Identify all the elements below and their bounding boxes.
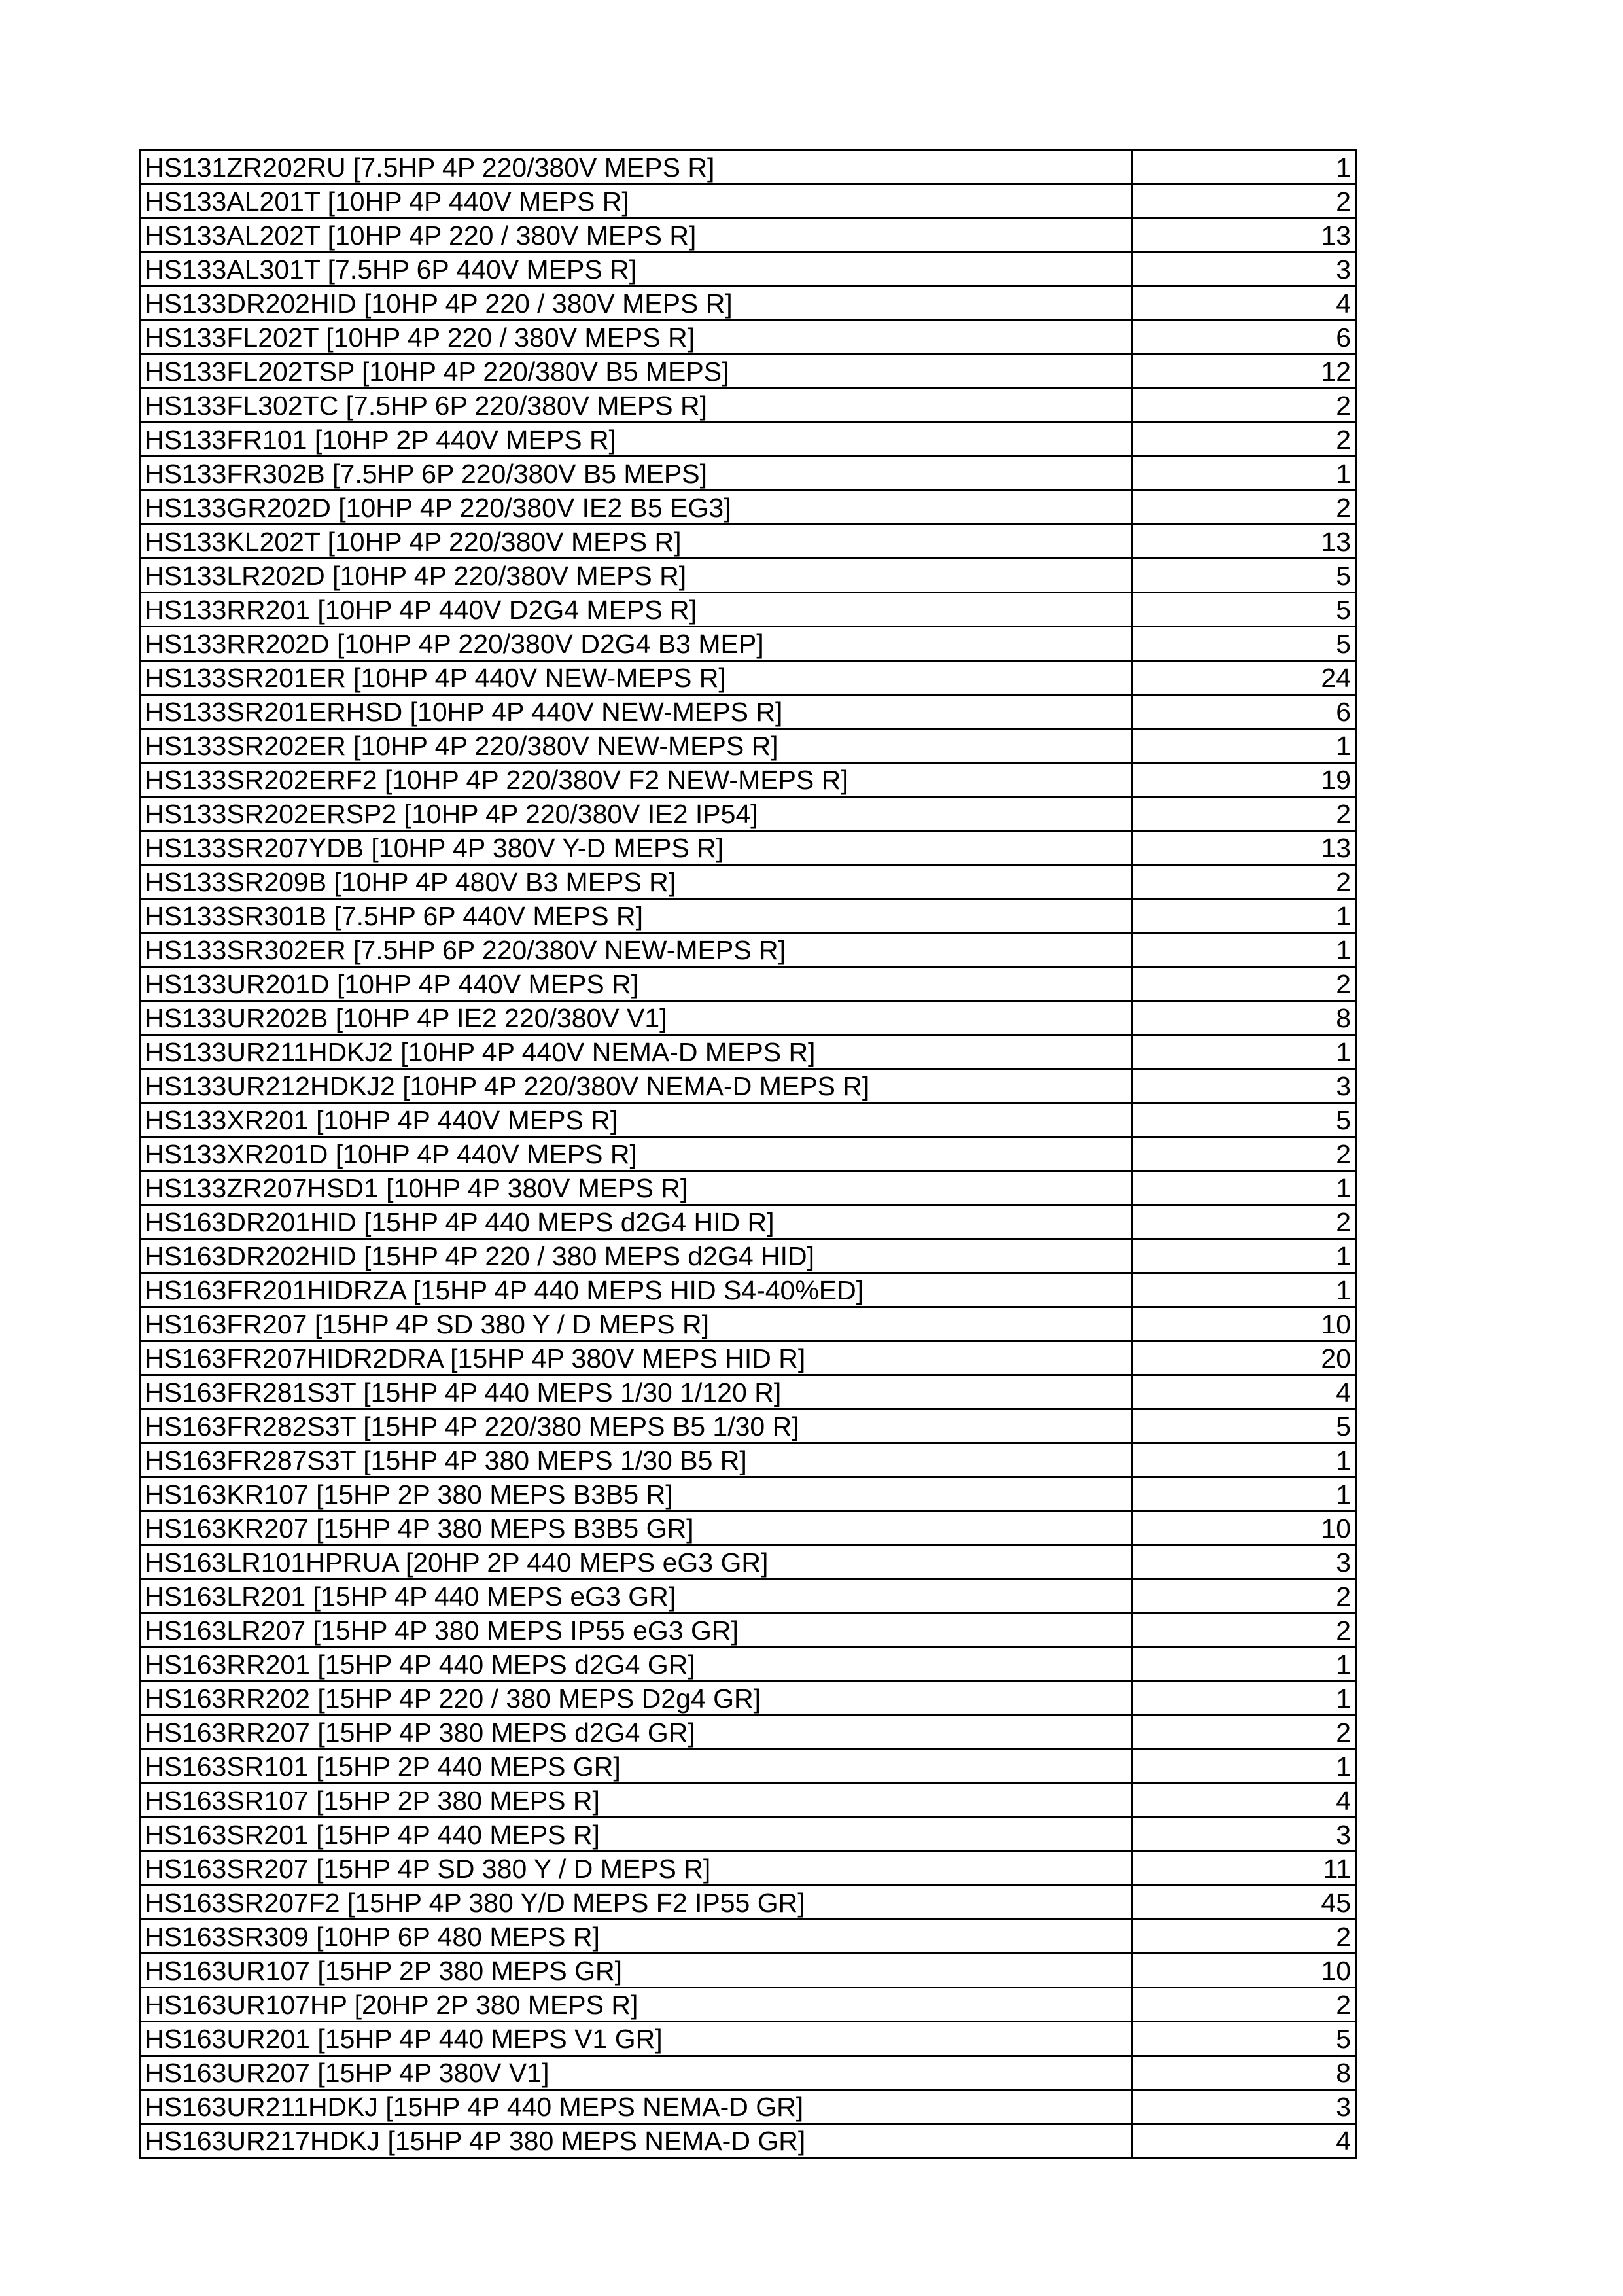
table-row <box>140 1886 1356 1920</box>
table-row <box>140 1341 1356 1375</box>
item-quantity-cell: 4 <box>1132 2124 1356 2158</box>
table-row <box>140 1988 1356 2022</box>
table-row <box>140 1103 1356 1137</box>
table-row <box>140 1852 1356 1886</box>
item-description-cell: HS133SR202ER [10HP 4P 220/380V NEW-MEPS R] <box>140 729 1132 763</box>
table-row <box>140 1545 1356 1580</box>
table-row <box>140 729 1356 763</box>
item-quantity-cell: 2 <box>1132 423 1356 457</box>
table-row <box>140 1920 1356 1954</box>
item-quantity-cell: 5 <box>1132 627 1356 661</box>
item-description-cell: HS133ZR207HSD1 [10HP 4P 380V MEPS R] <box>140 1171 1132 1205</box>
table-row <box>140 287 1356 321</box>
item-quantity-cell: 5 <box>1132 2022 1356 2056</box>
table-row <box>140 1409 1356 1443</box>
item-description-cell: HS163UR217HDKJ [15HP 4P 380 MEPS NEMA-D GR] <box>140 2124 1132 2158</box>
item-quantity-cell: 2 <box>1132 967 1356 1001</box>
item-description-cell: HS163SR309 [10HP 6P 480 MEPS R] <box>140 1920 1132 1954</box>
table-row <box>140 2022 1356 2056</box>
item-quantity-cell: 20 <box>1132 1341 1356 1375</box>
item-description-cell: HS133AL202T [10HP 4P 220 / 380V MEPS R] <box>140 219 1132 253</box>
table-row <box>140 423 1356 457</box>
table-row <box>140 525 1356 559</box>
item-quantity-cell: 2 <box>1132 797 1356 831</box>
item-description-cell: HS133SR202ERSP2 [10HP 4P 220/380V IE2 IP54] <box>140 797 1132 831</box>
table-row <box>140 967 1356 1001</box>
item-quantity-cell: 3 <box>1132 1818 1356 1852</box>
item-description-cell: HS133AL201T [10HP 4P 440V MEPS R] <box>140 185 1132 219</box>
item-description-cell: HS163UR211HDKJ [15HP 4P 440 MEPS NEMA-D GR] <box>140 2090 1132 2124</box>
table-row <box>140 1069 1356 1103</box>
item-description-cell: HS133SR202ERF2 [10HP 4P 220/380V F2 NEW-MEPS R] <box>140 763 1132 797</box>
table-row <box>140 2090 1356 2124</box>
table-row <box>140 1580 1356 1614</box>
item-quantity-cell: 3 <box>1132 1545 1356 1580</box>
item-quantity-cell: 10 <box>1132 1954 1356 1988</box>
table-row <box>140 831 1356 865</box>
item-quantity-cell: 3 <box>1132 1069 1356 1103</box>
table-row <box>140 1954 1356 1988</box>
item-quantity-cell: 2 <box>1132 1614 1356 1648</box>
table-row <box>140 865 1356 899</box>
item-quantity-cell: 2 <box>1132 1988 1356 2022</box>
item-quantity-cell: 2 <box>1132 865 1356 899</box>
item-description-cell: HS163SR101 [15HP 2P 440 MEPS GR] <box>140 1750 1132 1784</box>
table-row <box>140 1716 1356 1750</box>
item-quantity-cell: 2 <box>1132 185 1356 219</box>
item-quantity-cell: 2 <box>1132 1137 1356 1171</box>
table-row <box>140 2124 1356 2158</box>
item-quantity-cell: 1 <box>1132 899 1356 933</box>
item-quantity-cell: 11 <box>1132 1852 1356 1886</box>
item-description-cell: HS133DR202HID [10HP 4P 220 / 380V MEPS R] <box>140 287 1132 321</box>
table-row <box>140 1477 1356 1511</box>
item-quantity-cell: 12 <box>1132 355 1356 389</box>
item-quantity-cell: 45 <box>1132 1886 1356 1920</box>
table-row <box>140 593 1356 627</box>
item-quantity-cell: 5 <box>1132 559 1356 593</box>
item-description-cell: HS163FR287S3T [15HP 4P 380 MEPS 1/30 B5 R] <box>140 1443 1132 1477</box>
table-row <box>140 1205 1356 1239</box>
item-quantity-cell: 13 <box>1132 525 1356 559</box>
table-row <box>140 1273 1356 1307</box>
table-row <box>140 253 1356 287</box>
table-row <box>140 1307 1356 1341</box>
item-description-cell: HS133UR201D [10HP 4P 440V MEPS R] <box>140 967 1132 1001</box>
table-row <box>140 491 1356 525</box>
table-row <box>140 457 1356 491</box>
table-row <box>140 219 1356 253</box>
item-quantity-cell: 13 <box>1132 219 1356 253</box>
item-quantity-cell: 4 <box>1132 1784 1356 1818</box>
item-description-cell: HS133SR301B [7.5HP 6P 440V MEPS R] <box>140 899 1132 933</box>
item-quantity-cell: 8 <box>1132 1001 1356 1035</box>
item-quantity-cell: 4 <box>1132 1375 1356 1409</box>
item-description-cell: HS133SR209B [10HP 4P 480V B3 MEPS R] <box>140 865 1132 899</box>
table-row <box>140 321 1356 355</box>
table-row <box>140 1784 1356 1818</box>
table-row <box>140 1171 1356 1205</box>
item-quantity-cell: 1 <box>1132 1171 1356 1205</box>
table-row <box>140 150 1356 185</box>
table-row <box>140 1750 1356 1784</box>
table-row <box>140 2056 1356 2090</box>
item-quantity-cell: 1 <box>1132 457 1356 491</box>
item-description-cell: HS133SR201ER [10HP 4P 440V NEW-MEPS R] <box>140 661 1132 695</box>
item-quantity-cell: 4 <box>1132 287 1356 321</box>
item-description-cell: HS133XR201 [10HP 4P 440V MEPS R] <box>140 1103 1132 1137</box>
item-quantity-cell: 1 <box>1132 1273 1356 1307</box>
item-description-cell: HS163FR207HIDR2DRA [15HP 4P 380V MEPS HID R] <box>140 1341 1132 1375</box>
item-quantity-cell: 1 <box>1132 1648 1356 1682</box>
table-row <box>140 1239 1356 1273</box>
item-quantity-cell: 1 <box>1132 1035 1356 1069</box>
item-quantity-cell: 19 <box>1132 763 1356 797</box>
table-row <box>140 1511 1356 1545</box>
table-row <box>140 1375 1356 1409</box>
table-row <box>140 763 1356 797</box>
item-description-cell: HS133LR202D [10HP 4P 220/380V MEPS R] <box>140 559 1132 593</box>
item-quantity-cell: 2 <box>1132 491 1356 525</box>
item-description-cell: HS163SR107 [15HP 2P 380 MEPS R] <box>140 1784 1132 1818</box>
item-description-cell: HS163LR207 [15HP 4P 380 MEPS IP55 eG3 GR] <box>140 1614 1132 1648</box>
item-description-cell: HS163LR101HPRUA [20HP 2P 440 MEPS eG3 GR] <box>140 1545 1132 1580</box>
item-description-cell: HS133FL302TC [7.5HP 6P 220/380V MEPS R] <box>140 389 1132 423</box>
item-description-cell: HS133KL202T [10HP 4P 220/380V MEPS R] <box>140 525 1132 559</box>
item-quantity-cell: 13 <box>1132 831 1356 865</box>
item-description-cell: HS163SR201 [15HP 4P 440 MEPS R] <box>140 1818 1132 1852</box>
item-description-cell: HS133GR202D [10HP 4P 220/380V IE2 B5 EG3] <box>140 491 1132 525</box>
item-quantity-cell: 1 <box>1132 1682 1356 1716</box>
item-description-cell: HS133RR202D [10HP 4P 220/380V D2G4 B3 MEP] <box>140 627 1132 661</box>
table-row <box>140 1818 1356 1852</box>
item-description-cell: HS163FR281S3T [15HP 4P 440 MEPS 1/30 1/120 R] <box>140 1375 1132 1409</box>
item-quantity-cell: 1 <box>1132 1477 1356 1511</box>
item-quantity-cell: 2 <box>1132 1205 1356 1239</box>
item-description-cell: HS133FL202TSP [10HP 4P 220/380V B5 MEPS] <box>140 355 1132 389</box>
item-description-cell: HS133SR302ER [7.5HP 6P 220/380V NEW-MEPS R] <box>140 933 1132 967</box>
item-quantity-cell: 3 <box>1132 253 1356 287</box>
item-description-cell: HS133UR212HDKJ2 [10HP 4P 220/380V NEMA-D MEPS R] <box>140 1069 1132 1103</box>
item-quantity-cell: 1 <box>1132 1750 1356 1784</box>
item-quantity-cell: 2 <box>1132 389 1356 423</box>
item-quantity-cell: 2 <box>1132 1716 1356 1750</box>
table-row <box>140 1443 1356 1477</box>
item-quantity-cell: 10 <box>1132 1307 1356 1341</box>
item-description-cell: HS163KR207 [15HP 4P 380 MEPS B3B5 GR] <box>140 1511 1132 1545</box>
table-row <box>140 1001 1356 1035</box>
item-description-cell: HS133FL202T [10HP 4P 220 / 380V MEPS R] <box>140 321 1132 355</box>
item-description-cell: HS163SR207F2 [15HP 4P 380 Y/D MEPS F2 IP55 GR] <box>140 1886 1132 1920</box>
item-quantity-cell: 24 <box>1132 661 1356 695</box>
item-description-cell: HS163DR202HID [15HP 4P 220 / 380 MEPS d2G4 HID] <box>140 1239 1132 1273</box>
item-quantity-cell: 5 <box>1132 1409 1356 1443</box>
table-row <box>140 1614 1356 1648</box>
table-row <box>140 389 1356 423</box>
item-quantity-cell: 6 <box>1132 321 1356 355</box>
item-quantity-cell: 1 <box>1132 1443 1356 1477</box>
item-description-cell: HS133AL301T [7.5HP 6P 440V MEPS R] <box>140 253 1132 287</box>
table-row <box>140 695 1356 729</box>
item-quantity-cell: 1 <box>1132 933 1356 967</box>
item-description-cell: HS133XR201D [10HP 4P 440V MEPS R] <box>140 1137 1132 1171</box>
table-row <box>140 1648 1356 1682</box>
item-description-cell: HS133UR202B [10HP 4P IE2 220/380V V1] <box>140 1001 1132 1035</box>
inventory-table <box>139 149 1357 2159</box>
table-row <box>140 355 1356 389</box>
item-description-cell: HS163UR107 [15HP 2P 380 MEPS GR] <box>140 1954 1132 1988</box>
table-row <box>140 1137 1356 1171</box>
item-description-cell: HS163FR207 [15HP 4P SD 380 Y / D MEPS R] <box>140 1307 1132 1341</box>
inventory-sheet <box>139 149 1355 2159</box>
item-description-cell: HS163UR207 [15HP 4P 380V V1] <box>140 2056 1132 2090</box>
item-description-cell: HS163DR201HID [15HP 4P 440 MEPS d2G4 HID R] <box>140 1205 1132 1239</box>
table-row <box>140 627 1356 661</box>
table-row <box>140 797 1356 831</box>
item-description-cell: HS163RR202 [15HP 4P 220 / 380 MEPS D2g4 GR] <box>140 1682 1132 1716</box>
item-description-cell: HS163RR207 [15HP 4P 380 MEPS d2G4 GR] <box>140 1716 1132 1750</box>
table-row <box>140 559 1356 593</box>
item-quantity-cell: 6 <box>1132 695 1356 729</box>
item-description-cell: HS163SR207 [15HP 4P SD 380 Y / D MEPS R] <box>140 1852 1132 1886</box>
item-description-cell: HS133SR207YDB [10HP 4P 380V Y-D MEPS R] <box>140 831 1132 865</box>
item-quantity-cell: 2 <box>1132 1580 1356 1614</box>
table-row <box>140 1682 1356 1716</box>
item-description-cell: HS163KR107 [15HP 2P 380 MEPS B3B5 R] <box>140 1477 1132 1511</box>
item-description-cell: HS163LR201 [15HP 4P 440 MEPS eG3 GR] <box>140 1580 1132 1614</box>
table-row <box>140 661 1356 695</box>
item-quantity-cell: 10 <box>1132 1511 1356 1545</box>
item-description-cell: HS133FR302B [7.5HP 6P 220/380V B5 MEPS] <box>140 457 1132 491</box>
item-quantity-cell: 2 <box>1132 1920 1356 1954</box>
table-row <box>140 185 1356 219</box>
item-description-cell: HS163UR201 [15HP 4P 440 MEPS V1 GR] <box>140 2022 1132 2056</box>
item-description-cell: HS133RR201 [10HP 4P 440V D2G4 MEPS R] <box>140 593 1132 627</box>
item-description-cell: HS163FR282S3T [15HP 4P 220/380 MEPS B5 1/30 R] <box>140 1409 1132 1443</box>
item-quantity-cell: 3 <box>1132 2090 1356 2124</box>
table-row <box>140 899 1356 933</box>
item-description-cell: HS163FR201HIDRZA [15HP 4P 440 MEPS HID S4-40%ED] <box>140 1273 1132 1307</box>
item-quantity-cell: 1 <box>1132 150 1356 185</box>
inventory-table-body <box>140 150 1356 2158</box>
item-description-cell: HS163RR201 [15HP 4P 440 MEPS d2G4 GR] <box>140 1648 1132 1682</box>
item-description-cell: HS163UR107HP [20HP 2P 380 MEPS R] <box>140 1988 1132 2022</box>
item-quantity-cell: 8 <box>1132 2056 1356 2090</box>
item-quantity-cell: 5 <box>1132 593 1356 627</box>
item-description-cell: HS133FR101 [10HP 2P 440V MEPS R] <box>140 423 1132 457</box>
item-quantity-cell: 1 <box>1132 1239 1356 1273</box>
item-quantity-cell: 5 <box>1132 1103 1356 1137</box>
item-description-cell: HS133SR201ERHSD [10HP 4P 440V NEW-MEPS R] <box>140 695 1132 729</box>
table-row <box>140 933 1356 967</box>
item-quantity-cell: 1 <box>1132 729 1356 763</box>
item-description-cell: HS133UR211HDKJ2 [10HP 4P 440V NEMA-D MEPS R] <box>140 1035 1132 1069</box>
table-row <box>140 1035 1356 1069</box>
item-description-cell: HS131ZR202RU [7.5HP 4P 220/380V MEPS R] <box>140 150 1132 185</box>
